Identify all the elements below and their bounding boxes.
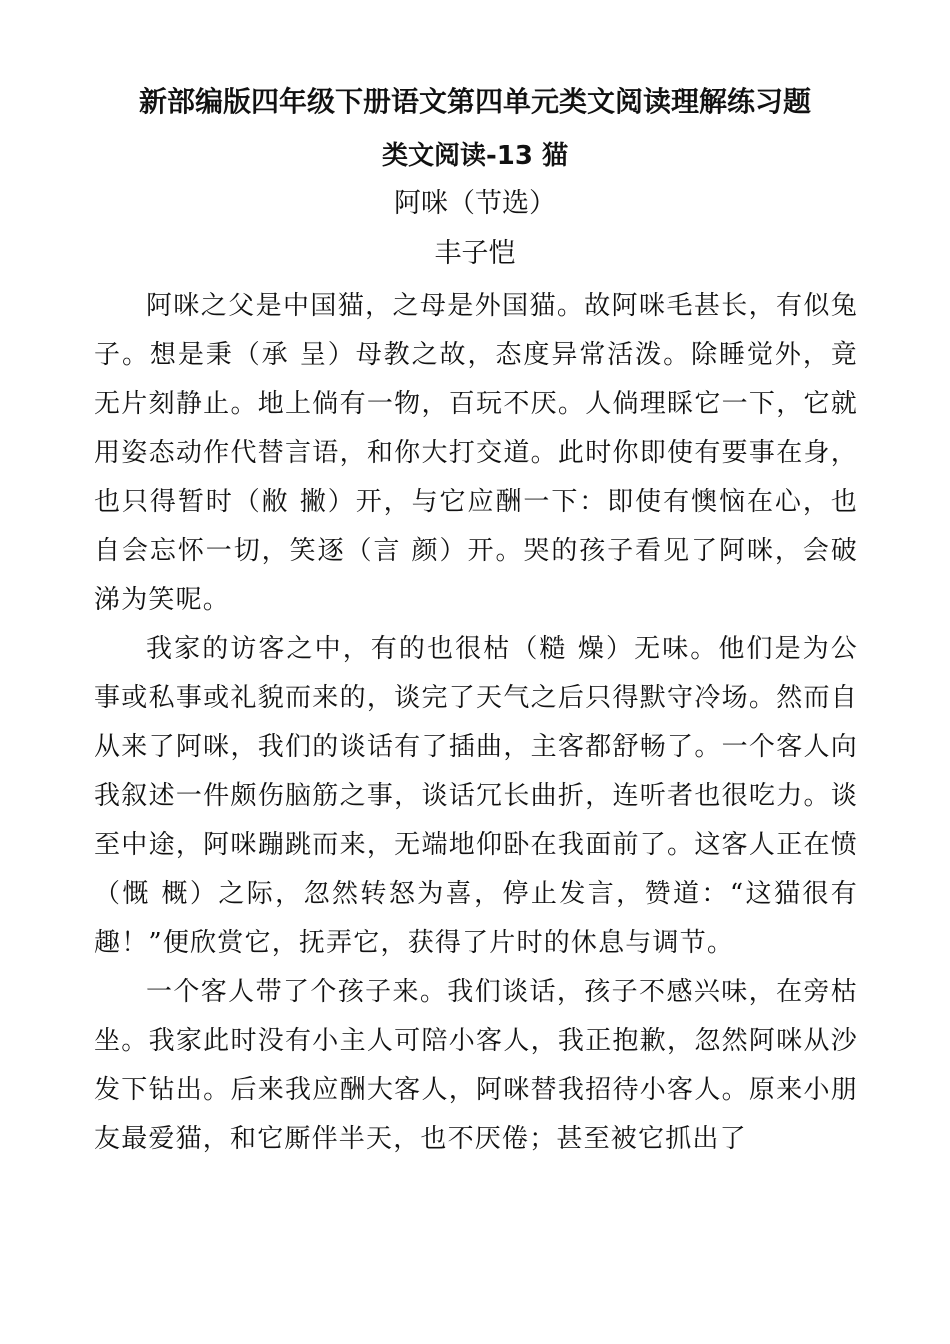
lesson-title: 类文阅读-13 猫	[381, 141, 569, 171]
paragraph-2: 我家的访客之中，有的也很枯（糙 燥）无味。他们是为公事或私事或礼貌而来的，谈完了天气之后只得默守冷场。然而自从来了阿咪，我们的谈话有了插曲，主客都舒畅了。一个客人向我叙述一件颇伤脑筋之事，谈话冗长曲折，连听者也很吃力。谈至中途，阿咪蹦跳而来，无端地仰卧在我面前了。这客人正在愤（慨 概）之际，忽然转怒为喜，停止发言，赞道：“这猫很有趣！”便欣赏它，抚弄它，获得了片时的休息与调节。	[94, 634, 858, 958]
article-body	[94, 282, 858, 1164]
article-title: 阿咪（节选）	[394, 188, 556, 219]
paragraph-3: 一个客人带了个孩子来。我们谈话，孩子不感兴味，在旁枯坐。我家此时没有小主人可陪小客人，我正抱歉，忽然阿咪从沙发下钻出。后来我应酬大客人，阿咪替我招待小客人。原来小朋友最爱猫，和它厮伴半天，也不厌倦；甚至被它抓出了	[94, 977, 858, 1154]
paragraph-1: 阿咪之父是中国猫，之母是外国猫。故阿咪毛甚长，有似兔子。想是秉（承 呈）母教之故，态度异常活泼。除睡觉外，竟无片刻静止。地上倘有一物，百玩不厌。人倘理睬它一下，它就用姿态动作代替言语，和你大打交道。此时你即使有要事在身，也只得暂时（敝 撇）开，与它应酬一下：即使有懊恼在心，也自会忘怀一切，笑逐（言 颜）开。哭的孩子看见了阿咪，会破涕为笑呢。	[94, 291, 858, 615]
author-name: 丰子恺	[434, 238, 516, 269]
document-title: 新部编版四年级下册语文第四单元类文阅读理解练习题	[138, 85, 811, 118]
